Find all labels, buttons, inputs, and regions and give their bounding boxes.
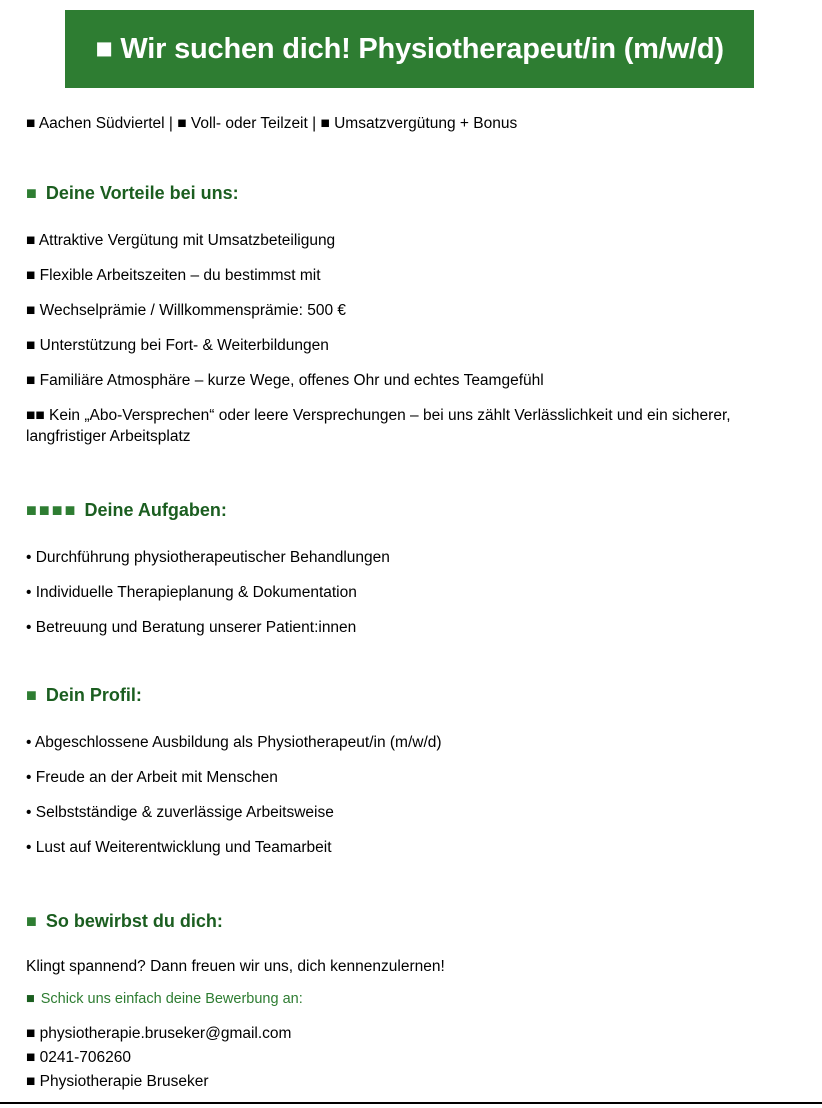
section-bewerbung (0, 910, 822, 1092)
contact-line: ■ 0241-706260 (26, 1049, 132, 1066)
benefit-list-item: ■ Attraktive Vergütung mit Umsatzbeteiligung (26, 232, 336, 249)
task-list-item: • Durchführung physiotherapeutischer Behandlungen (26, 549, 390, 566)
section-vorteile (0, 182, 822, 447)
section-heading-profil (26, 684, 822, 706)
profile-list-item: • Selbstständige & zuverlässige Arbeitsweise (26, 804, 334, 821)
contact-list (26, 1023, 822, 1092)
section-heading-bewerbung (26, 910, 822, 932)
profile-list-item: • Lust auf Weiterentwicklung und Teamarbeit (26, 839, 332, 856)
contact-line: ■ Physiotherapie Bruseker (26, 1073, 209, 1090)
section-heading-vorteile (26, 182, 822, 204)
benefit-list (26, 230, 822, 447)
bottom-divider (0, 1102, 822, 1104)
section-heading-label: Deine Vorteile bei uns: (45, 183, 239, 203)
apply-cta-label: Schick uns einfach deine Bewerbung an: (40, 991, 303, 1007)
benefit-list-item: ■ Wechselprämie / Willkommensprämie: 500 € (26, 302, 347, 319)
section-profil (0, 684, 822, 858)
profile-list (26, 732, 822, 858)
banner (65, 10, 754, 88)
section-heading-aufgaben (26, 499, 822, 521)
profile-list-item: • Abgeschlossene Ausbildung als Physiotherapeut/in (m/w/d) (26, 734, 442, 751)
benefit-list-item: ■ Familiäre Atmosphäre – kurze Wege, offenes Ohr und echtes Teamgefühl (26, 372, 544, 389)
section-aufgaben (0, 499, 822, 638)
benefit-list-item: ■ Flexible Arbeitszeiten – du bestimmst mit (26, 267, 321, 284)
green-squares-icon: ■■■■ (26, 500, 78, 520)
task-list-item: • Betreuung und Beratung unserer Patient:innen (26, 619, 357, 636)
green-square-icon: ■ (26, 911, 39, 931)
page-title: ■ Wir suchen dich! Physiotherapeut/in (m/w/d) (95, 32, 724, 65)
green-square-icon: ■ (26, 183, 39, 203)
meta-line: ■ Aachen Südviertel | ■ Voll- oder Teilzeit | ■ Umsatzvergütung + Bonus (26, 115, 518, 132)
benefit-list-item: ■■ Kein „Abo-Versprechen“ oder leere Versprechungen – bei uns zählt Verlässlichkeit und ein sicherer, langfristiger Arbeitsplatz (26, 407, 731, 445)
section-heading-label: Dein Profil: (45, 685, 142, 705)
section-heading-label: Deine Aufgaben: (84, 500, 227, 520)
benefit-list-item: ■ Unterstützung bei Fort- & Weiterbildungen (26, 337, 329, 354)
task-list-item: • Individuelle Therapieplanung & Dokumentation (26, 584, 357, 601)
apply-intro-text: Klingt spannend? Dann freuen wir uns, dich kennenzulernen! (26, 958, 445, 975)
profile-list-item: • Freude an der Arbeit mit Menschen (26, 769, 278, 786)
section-heading-label: So bewirbst du dich: (45, 911, 223, 931)
contact-line: ■ physiotherapie.bruseker@gmail.com (26, 1025, 292, 1042)
task-list (26, 547, 822, 638)
green-square-icon: ■ (26, 685, 39, 705)
green-square-icon: ■ (26, 991, 35, 1007)
apply-cta-line (26, 990, 792, 1008)
